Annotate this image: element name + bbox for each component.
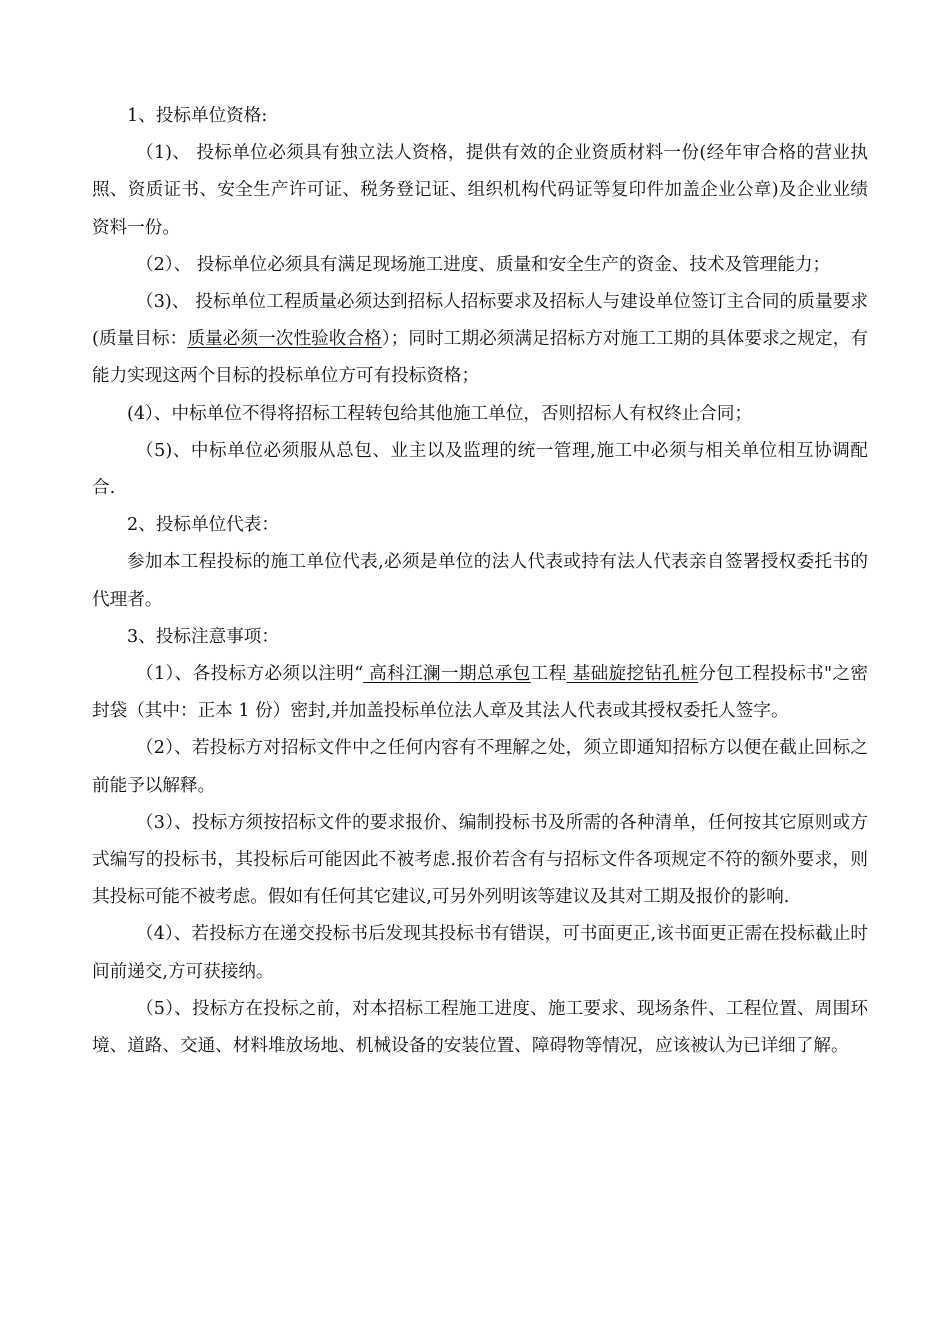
item-3-text-before: （3)、 投标单位工程质量必须达到招标人招标要求及招标人与建设单位签订主合同的质量要求(质量目标： bbox=[92, 292, 868, 350]
section-2-heading: 2、投标单位代表： bbox=[127, 515, 279, 536]
item-1-part-1: （1）、各投标方必须以注明“ bbox=[136, 664, 364, 685]
item-1-part-2: 工程 bbox=[530, 664, 567, 685]
item-1-part-3: 分包工程投标书"之密封袋（其中：正本 1 份）密封,并加盖投标单位法人章及其法人代表或其授权委托人签字。 bbox=[92, 664, 869, 722]
subcontract-name-underlined: 基础旋挖钻孔桩 bbox=[566, 664, 699, 685]
section-1-item-1: （1)、 投标单位必须具有独立法人资格，提供有效的企业资质材料一份(经年审合格的营业执照、资质证书、安全生产许可证、税务登记证、组织机构代码证等复印件加盖企业公章)及企业业绩资料一份。 bbox=[92, 143, 868, 238]
section-3-item-4: （4）、若投标方在递交投标书后发现其投标书有错误，可书面更正,该书面更正需在投标截止时间前递交,方可获接纳。 bbox=[92, 924, 868, 982]
section-3-heading: 3、投标注意事项： bbox=[127, 626, 279, 647]
section-3-item-1 bbox=[92, 656, 868, 730]
section-1-item-3 bbox=[92, 284, 868, 396]
section-3-item-5: （5）、投标方在投标之前，对本招标工程施工进度、施工要求、现场条件、工程位置、周围环境、道路、交通、材料堆放场地、机械设备的安装位置、障碍物等情况，应该被认为已详细了解。 bbox=[92, 998, 868, 1057]
quality-target-underlined: 质量必须一次性验收合格 bbox=[187, 329, 382, 350]
section-1-heading: 1、投标单位资格: bbox=[127, 106, 268, 126]
section-1-item-2: （2）、 投标单位必须具有满足现场施工进度、质量和安全生产的资金、技术及管理能力； bbox=[136, 254, 831, 275]
section-3-item-2: （2）、若投标方对招标文件中之任何内容有不理解之处，须立即通知招标方以便在截止回标之前能予以解释。 bbox=[92, 738, 868, 796]
section-1-item-5: （5)、中标单位必须服从总包、业主以及监理的统一管理,施工中必须与相关单位相互协调配合. bbox=[92, 440, 868, 499]
section-1-item-4: (4）、中标单位不得将招标工程转包给其他施工单位，否则招标人有权终止合同； bbox=[127, 403, 753, 424]
section-3-item-3: （3）、投标方须按招标文件的要求报价、编制投标书及所需的各种清单，任何按其它原则或方式编写的投标书，其投标后可能因此不被考虑.报价若含有与招标文件各项规定不符的额外要求，则其投标可能不被考虑。假如有任何其它建议,可另外列明该等建议及其对工期及报价的影响. bbox=[92, 812, 868, 908]
item-3-text-after: ）；同时工期必须满足招标方对施工工期的具体要求之规定，有能力实现这两个目标的投标单位方可有投标资格； bbox=[92, 329, 868, 387]
project-name-underlined: 高科江澜一期总承包 bbox=[363, 664, 531, 685]
section-2-body: 参加本工程投标的施工单位代表,必须是单位的法人代表或持有法人代表亲自签署授权委托书的代理者。 bbox=[92, 552, 868, 610]
